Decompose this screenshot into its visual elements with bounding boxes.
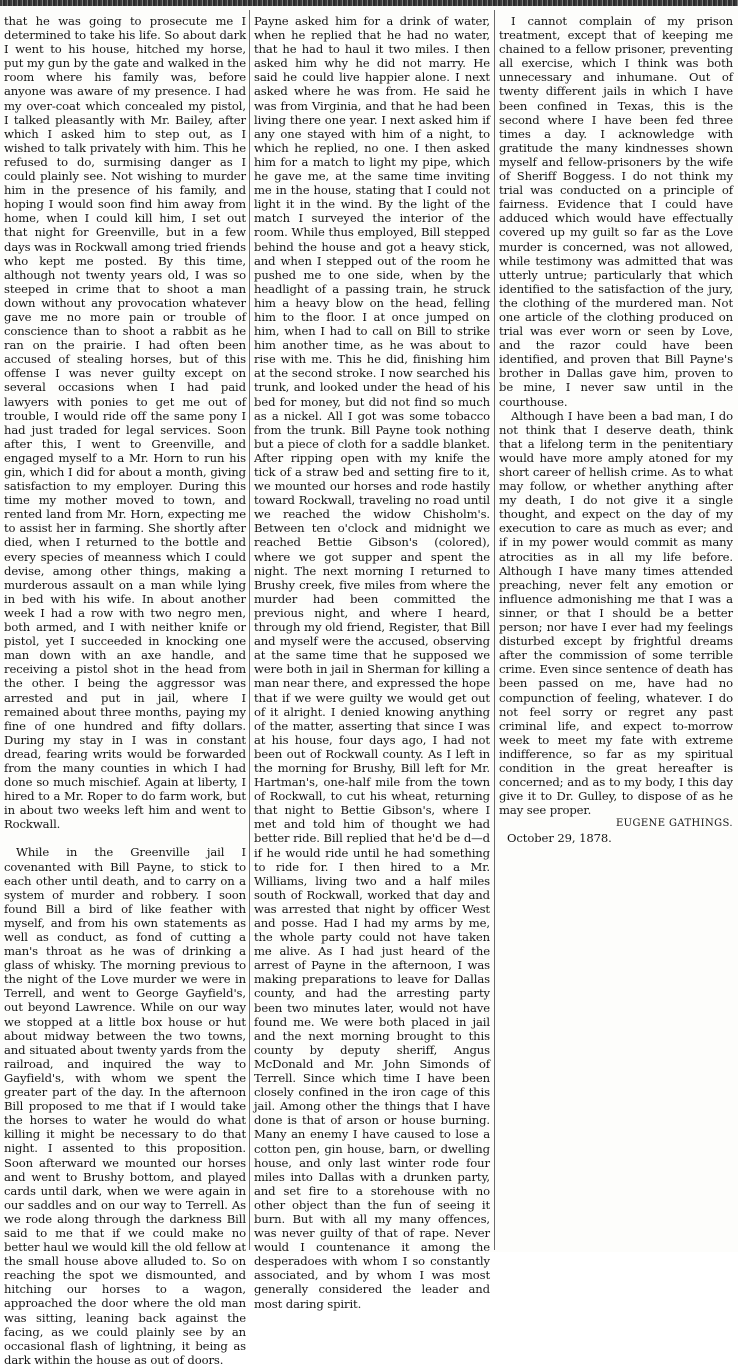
dateline: October 29, 1878. (507, 831, 612, 846)
paragraph: While in the Greenville jail I covenanted with Bill Payne, to stick to each other until death, and to carry on a system of murder and robbery. I soon found Bill a bird of like feather with myself, and from his own statements as well as conduct, as fond of cutting a man's throat as he was of drinking a glass of whisky. The morning previous to the night of the Love murder we were in Terrell, and went to George Gayfield's, out beyond Lawrence. While on our way we stopped at a little box house or hut about midway between the two towns, and situated about twenty yards from the railroad, and inquired the way to Gayfield's, with whom we spent the greater part of the day. In the afternoon Bill proposed to me that if I would take the horses to water he would do what killing it might be necessary to do that night. I assented to this proposition. Soon afterward we mounted our horses and went to Brushy bottom, and played cards until dark, when we were again in our saddles and on our way to Terrell. As we rode along through the darkness Bill said to me that if we could make no better haul we would kill the old fellow at the small house above alluded to. So on reaching the spot we dismounted, and hitching our horses to a wagon, approached the door where the old man was sitting, leaning back against the facing, as we could plainly see by an occasional flash of lightning, it being as dark within the house as out of doors. (4, 845, 246, 1367)
paragraph: Although I have been a bad man, I do not think that I deserve death, think that a lifelong term in the penitentiary would have more amply atoned for my short career of hellish crime. As to what may follow, or whether anything after my death, I do not give it a single thought, and expect on the day of my execution to care as much as ever; and if in my power would commit as many atrocities as in all my life before. Although I have many times attended preaching, never felt any emotion or influence admonishing me that I was a sinner, or that I should be a better person; nor have I ever had my feelings disturbed except by frightful dreams after the commission of some terrible crime. Even since sentence of death has been passed on me, have had no compunction of feeling, whatever. I do not feel sorry or regret any past criminal life, and expect to-morrow week to meet my fate with extreme indifference, so far as my spiritual condition in the great hereafter is concerned; and as to my body, I this day give it to Dr. Gulley, to dispose of as he may see proper. (499, 408, 733, 818)
top-border-rule (0, 0, 738, 6)
column-1 (4, 14, 246, 1367)
column-3 (499, 14, 733, 1244)
signature: EUGENE GATHINGS. (615, 818, 733, 830)
column-2 (254, 14, 490, 1311)
column-divider (249, 10, 250, 1250)
paragraph: that he was going to prosecute me I determined to take his life. So about dark I went to his house, hitched my horse, put my gun by the gate and walked in the room where his family was, before anyone was aware of my presence. I had my over-coat which concealed my pistol, I talked pleasantly with Mr. Bailey, after which I asked him to step out, as I wished to talk privately with him. This he refused to do, surmising danger as I could plainly see. Not wishing to murder him in the presence of his family, and hoping I would soon find him away from home, when I could kill him, I set out that night for Greenville, but in a few days was in Rockwall among tried friends who kept me posted. By this time, although not twenty years old, I was so steeped in crime that to shoot a man down without any provocation whatever gave me no more pain or trouble of conscience than to shoot a rabbit as he ran on the prairie. I had often been accused of stealing horses, but of this offense I was never guilty except on several occasions when I had paid lawyers with ponies to get me out of trouble, I would ride off the same pony I had just traded for legal services. Soon after this, I went to Greenville, and engaged myself to a Mr. Horn to run his gin, which I did for about a month, giving satisfaction to my employer. During this time my mother moved to town, and rented land from Mr. Horn, expecting me to assist her in farming. She shortly after died, when I returned to the bottle and every species of meanness which I could devise, among other things, making a murderous assault on a man while lying in bed with his wife. In about another week I had a row with two negro men, both armed, and I with neither knife or pistol, yet I succeeded in knocking one man down with an axe handle, and receiving a pistol shot in the head from the other. I being the aggressor was arrested and put in jail, where I remained about three months, paying my fine of one hundred and fifty dollars. During my stay in I was in constant dread, fearing writs would be forwarded from the many counties in which I had done so much mischief. Again at liberty, I hired to a Mr. Roper to do farm work, but in about two weeks left him and went to Rockwall. (4, 14, 246, 832)
paragraph: I cannot complain of my prison treatment, except that of keeping me chained to a fellow prisoner, preventing all exercise, which I think was both unnecessary and inhumane. Out of twenty different jails in which I have been confined in Texas, this is the second where I have been fed three times a day. I acknowledge with gratitude the many kindnesses shown myself and fellow-prisoners by the wife of Sheriff Boggess. I do not think my trial was conducted on a principle of fairness. Evidence that I could have adduced which would have effectually covered up my guilt so far as the Love murder is concerned, was not allowed, while testimony was admitted that was utterly untrue; particularly that which identified to the satisfaction of the jury, the clothing of the murdered man. Not one article of the clothing produced on trial was ever worn or seen by Love, and the razor could have been identified, and proven that Bill Payne's brother in Dallas gave him, proven to be mine, I never saw until in the courthouse. (499, 14, 733, 409)
paragraph: Payne asked him for a drink of water, when he replied that he had no water, that he had to haul it two miles. I then asked him why he did not marry. He said he could live happier alone. I next asked where he was from. He said he was from Virginia, and that he had been living there one year. I next asked him if any one stayed with him of a night, to which he replied, no one. I then asked him for a match to light my pipe, which he gave me, at the same time inviting me in the house, stating that I could not light it in the wind. By the light of the match I surveyed the interior of the room. While thus employed, Bill stepped behind the house and got a heavy stick, and when I stepped out of the room he pushed me to one side, when by the headlight of a passing train, he struck him a heavy blow on the head, felling him to the floor. I at once jumped on him, when I had to call on Bill to strike him another time, as he was about to rise with me. This he did, finishing him at the second stroke. I now searched his trunk, and looked under the head of his bed for money, but did not find so much as a nickel. All I got was some tobacco from the trunk. Bill Payne took nothing but a piece of cloth for a saddle blanket. After ripping open with my knife the tick of a straw bed and setting fire to it, we mounted our horses and rode hastily toward Rockwall, traveling no road until we reached the widow Chisholm's. Between ten o'clock and midnight we reached Bettie Gibson's (colored), where we got supper and spent the night. The next morning I returned to Brushy creek, five miles from where the murder had been committed the previous night, and where I heard, through my old friend, Register, that Bill and myself were the accused, observing at the same time that he supposed we were both in jail in Sherman for killing a man near there, and expressed the hope that if we were guilty we would get out of it alright. I denied knowing anything of the matter, asserting that since I was at his house, four days ago, I had not been out of Rockwall county. As I left in the morning for Brushy, Bill left for Mr. Hartman's, one-half mile from the town of Rockwall, to cut his wheat, returning that night to Bettie Gibson's, where I met and told him of thought we had better ride. Bill replied that he'd be d—d if he would ride until he had something to ride for. I then hired to a Mr. Williams, living two and a half miles south of Rockwall, worked that day and was arrested that night by officer West and posse. Had I had my arms by me, the whole party could not have taken me alive. As I had just heard of the arrest of Payne in the afternoon, I was making preparations to leave for Dallas county, and had the arresting party been two minutes later, would not have found me. We were both placed in jail and the next morning brought to this county by deputy sheriff, Angus McDonald and Mr. John Simonds of Terrell. Since which time I have been closely confined in the iron cage of this jail. Among other the things that I have done is that of arson or house burning. Many an enemy I have caused to lose a cotton pen, gin house, barn, or dwelling house, and only last winter rode four miles into Dallas with a drunken party, and set fire to a storehouse with no other object than the fun of seeing it burn. But with all my many offences, was never guilty of that of rape. Never would I countenance it among the desperadoes with whom I so constantly associated, and by whom I was most generally considered the leader and most daring spirit. (254, 14, 490, 1311)
column-divider (494, 10, 495, 1250)
